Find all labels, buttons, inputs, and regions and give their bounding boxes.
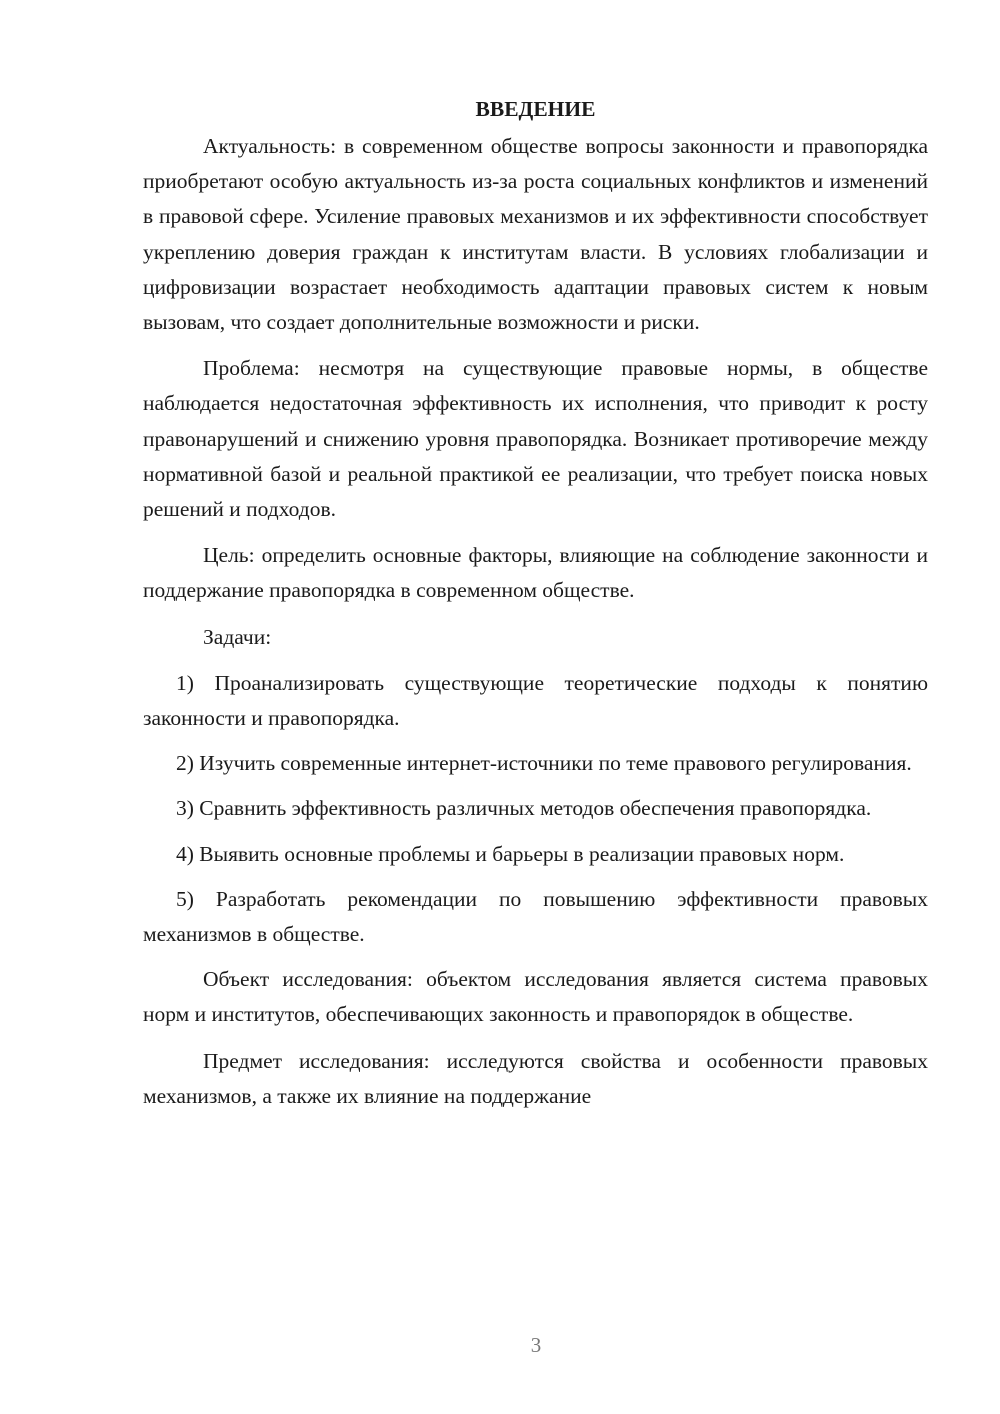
document-body <box>143 92 928 1125</box>
section-title: ВВЕДЕНИЕ <box>475 97 596 121</box>
task-item-2: 2) Изучить современные интернет-источники по теме правового регулирования. <box>176 751 912 776</box>
task-item-4: 4) Выявить основные проблемы и барьеры в реализации правовых норм. <box>176 841 845 866</box>
paragraph-goal: Цель: определить основные факторы, влияющие на соблюдение законности и поддержание правопорядка в современном обществе. <box>143 543 928 603</box>
task-item-1: 1) Проанализировать существующие теоретические подходы к понятию законности и правопорядка. <box>143 670 928 731</box>
tasks-heading: Задачи: <box>203 624 272 649</box>
task-item-3: 3) Сравнить эффективность различных методов обеспечения правопорядка. <box>176 796 872 821</box>
task-item-5: 5) Разработать рекомендации по повышению эффективности правовых механизмов в обществе. <box>143 886 928 947</box>
paragraph-object: Объект исследования: объектом исследования является система правовых норм и институтов, обеспечивающих законность и правопорядок в обществе. <box>143 967 928 1027</box>
paragraph-subject: Предмет исследования: исследуются свойства и особенности правовых механизмов, а также их влияние на поддержание <box>143 1048 928 1108</box>
page-number: 3 <box>530 1333 542 1357</box>
paragraph-relevance: Актуальность: в современном обществе вопросы законности и правопорядка приобретают особую актуальность из-за роста социальных конфликтов и изменений в правовой сфере. Усиление правовых механизмов и их эффективности способствует укреплению доверия граждан к институтам власти. В условиях глобализации и цифровизации возрастает необходимость адаптации правовых систем к новым вызовам, что создает дополнительные возможности и риски. <box>143 134 928 335</box>
paragraph-problem: Проблема: несмотря на существующие правовые нормы, в обществе наблюдается недостаточная эффективность их исполнения, что приводит к росту правонарушений и снижению уровня правопорядка. Возникает противоречие между нормативной базой и реальной практикой ее реализации, что требует поиска новых решений и подходов. <box>143 356 928 522</box>
